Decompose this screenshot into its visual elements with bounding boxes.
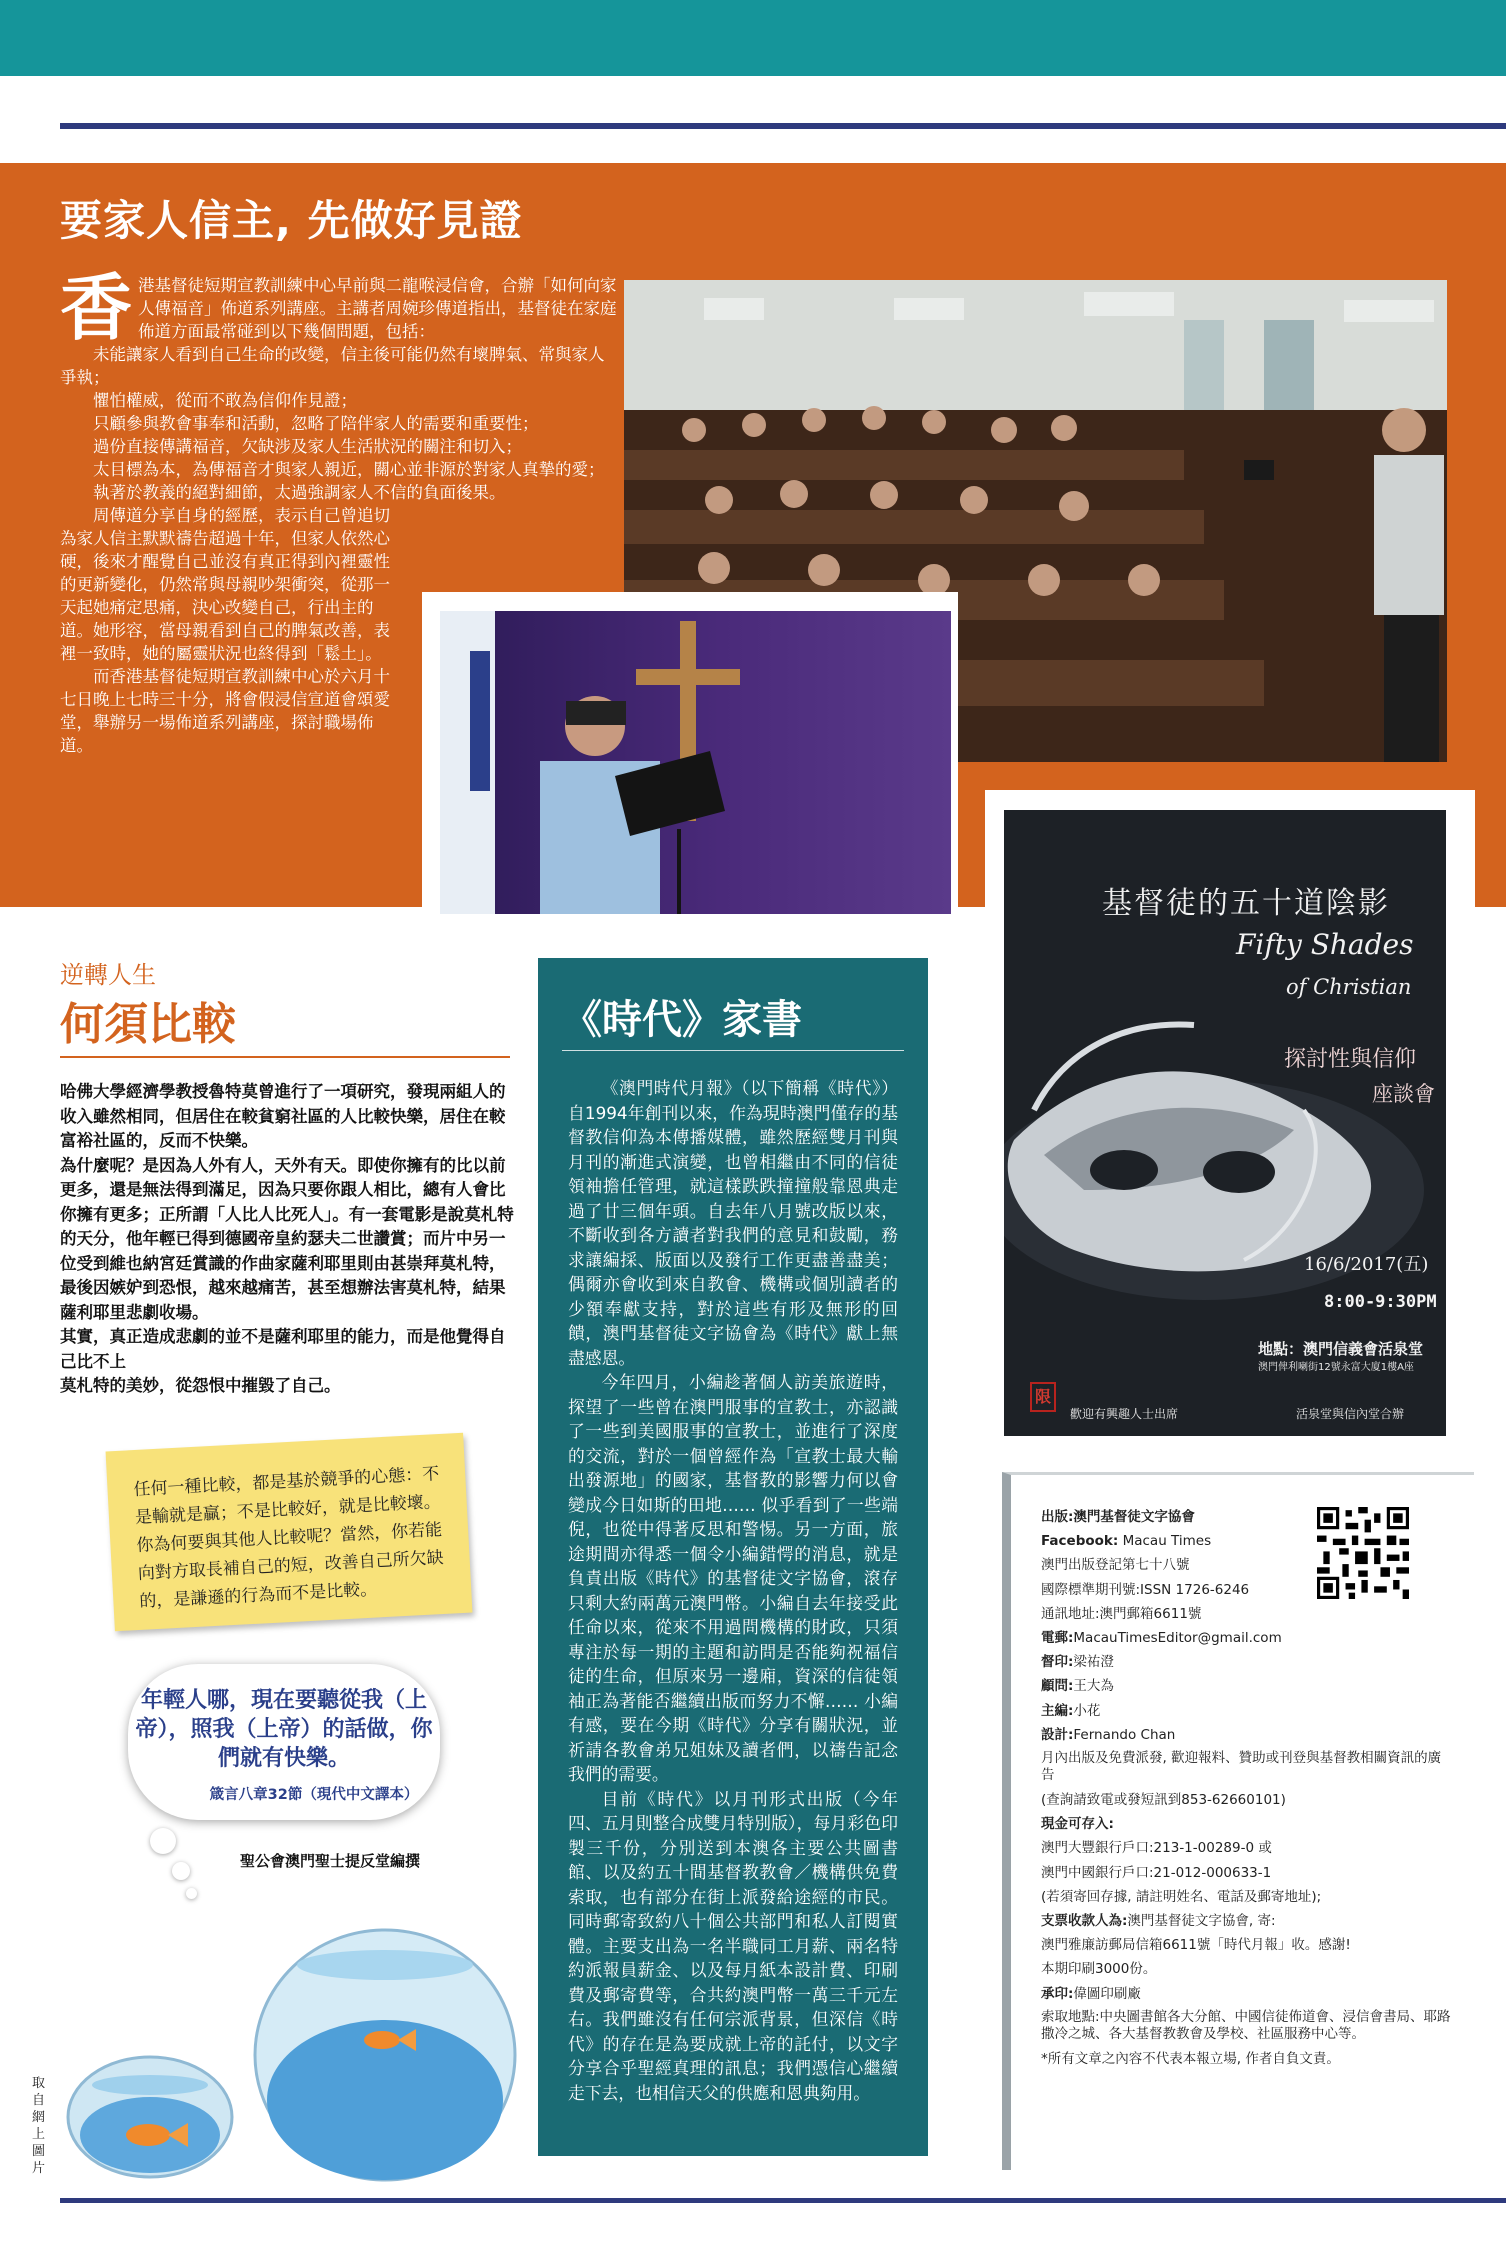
times-letter-box (538, 958, 928, 2156)
thought-puff (150, 1828, 176, 1854)
poster-subtitle-2: 座談會 (1372, 1082, 1435, 1106)
section-rule (60, 1056, 510, 1058)
compare-paragraph: 哈佛大學經濟學教授魯特莫曾進行了一項研究，發現兩組人的收入雖然相同，但居住在較貧窮社區的人比較快樂，居住在較富裕社區的，反而不快樂。 (60, 1082, 506, 1150)
poster-address: 澳門俾利喇街12號永富大廈1樓A座 (1258, 1362, 1414, 1373)
section-title: 何須比較 (60, 999, 236, 1050)
poster-title-en-sub: of Christian (1286, 975, 1412, 999)
poster-date: 16/6/2017(五) (1304, 1254, 1429, 1275)
speaker-illustration (440, 611, 951, 914)
feature-point: 只顧參與教會事奉和活動，忽略了陪伴家人的需要和重要性； (93, 414, 539, 433)
thought-puff (172, 1862, 190, 1880)
colophon-editor: 主編:小花 (1041, 1702, 1101, 1719)
poster-time: 8:00-9:30PM (1324, 1292, 1437, 1312)
poster-stamp: 限 (1030, 1382, 1056, 1412)
colophon-design: 設計:Fernando Chan (1041, 1726, 1176, 1743)
bible-quote: 年輕人哪，現在要聽從我（上帝），照我（上帝）的話做，你們就有快樂。 (135, 1688, 433, 1771)
poster-subtitle: 探討性與信仰 (1284, 1047, 1417, 1072)
feature-event: 而香港基督徒短期宣教訓練中心於六月十七日晚上七時三十分，將會假浸信宣道會頌愛堂，舉辦另一場佈道系列講座，探討職場佈道。 (60, 667, 390, 755)
times-paragraph: 今年四月，小編趁著個人訪美旅遊時，探望了一些曾在澳門服事的宣教士，亦認識了一些到美國服事的宣教士，並進行了深度的交流，對於一個曾經作為「宣教士最大輸出發源地」的國家，基督教的影響力何以會變成今日如斯的田地…… 似乎看到了一些端倪，也從中得著反思和警惕。另一方面，旅途期間亦得悉一個令小編錯愕的消息，就是負責出版《時代》的基督徒文字協會，滾存只剩大約兩萬元澳門幣。小編自去年接受此任命以來，從來不用過問機構的財政，只須專注於每一期的主題和訪問是否能夠祝福信徒的生命，但原來另一邊廂，資深的信徒領袖正為著能否繼續出版而努力不懈…… 小編有感，要在今期《時代》分享有關狀況，並祈請各教會弟兄姐妹及讀者們，以禱告記念我們的需要。 (568, 1372, 898, 1784)
section-kicker: 逆轉人生 (60, 961, 156, 989)
compiled-by: 聖公會澳門聖士提反堂編撰 (240, 1852, 421, 1870)
poster-title-en: Fifty Shades (1236, 928, 1414, 961)
colophon-supervisor: 督印:梁祐澄 (1041, 1654, 1114, 1671)
poster-host: 活泉堂與信內堂合辦 (1296, 1407, 1405, 1421)
colophon-enquiry: (查詢請致電或發短訊到853-62660101) (1041, 1792, 1286, 1809)
times-rule (562, 1050, 904, 1051)
colophon-cash-label: 現金可存入: (1041, 1816, 1114, 1833)
colophon-issn: 國際標準期刊號:ISSN 1726-6246 (1041, 1581, 1250, 1598)
poster-welcome: 歡迎有興趣人士出席 (1070, 1407, 1179, 1421)
goldfish-bowls-image (60, 1885, 520, 2185)
poster-venue: 地點：澳門信義會活泉堂 (1258, 1340, 1424, 1358)
colophon-cheque-address: 澳門雅廉訪郵局信箱6611號「時代月報」收。感謝! (1041, 1937, 1351, 1954)
compare-paragraph: 為什麼呢？是因為人外有人，天外有天。即使你擁有的比以前更多，還是無法得到滿足，因為只要你跟人相比，總有人會比你擁有更多；正所謂「人比人比死人」。有一套電影是說莫札特的天分，他年輕已得到德國帝皇約瑟夫二世讚賞；而片中另一位受到維也納宮廷賞識的作曲家薩利耶里則由甚崇拜莫札特，最後因嫉妒到恐恨，越來越痛苦，甚至想辦法害莫札特，結果薩利耶里悲劇收場。 (60, 1155, 514, 1322)
compare-paragraph: 莫札特的美妙，從怨恨中摧毀了自己。 (60, 1376, 341, 1395)
colophon-email: 電郵:MacauTimesEditor@gmail.com (1041, 1630, 1282, 1647)
colophon-print-run: 本期印刷3000份。 (1041, 1961, 1157, 1978)
feature-point: 過份直接傳講福音，欠缺涉及家人生活狀況的關注和切入； (93, 437, 522, 456)
feature-point: 執著於教義的絕對細節，太過強調家人不信的負面後果。 (93, 483, 506, 502)
colophon-facebook: Facebook: Macau Times (1041, 1533, 1212, 1550)
colophon-publisher: 出版:澳門基督徒文字協會 (1041, 1509, 1195, 1525)
colophon-bank: 澳門中國銀行戶口:21-012-000633-1 (1041, 1864, 1272, 1881)
dropcap: 香 (60, 266, 133, 350)
feature-intro: 香港基督徒短期宣教訓練中心早前與二龍喉浸信會，合辦「如何向家人傳福音」佈道系列講座。主講者周婉珍傳道指出，基督徒在家庭佈道方面最常碰到以下幾個問題，包括： (60, 266, 617, 350)
colophon-distribution: 月內出版及免費派發, 歡迎報料、贊助或刊登與基督教相關資訊的廣告 (1041, 1750, 1442, 1784)
feature-point: 未能讓家人看到自己生命的改變，信主後可能仍然有壞脾氣、常與家人爭執； (60, 345, 605, 387)
event-poster (1004, 810, 1446, 1436)
feature-title: 要家人信主, 先做好見證 (60, 196, 523, 245)
feature-point: 懼怕權威，從而不敢為信仰作見證； (93, 391, 357, 410)
bible-reference: 箴言八章32節（現代中文譯本） (209, 1787, 419, 1803)
colophon-advisor: 顧問:王大為 (1041, 1678, 1114, 1695)
top-rule (60, 123, 1506, 129)
colophon-cheque: 支票收款人為:澳門基督徒文字協會, 寄: (1041, 1913, 1276, 1930)
times-paragraph: 目前《時代》以月刊形式出版（今年四、五月則整合成雙月特別版），每月彩色印製三千份，分別送到本澳各主要公共圖書館、以及約五十間基督教教會／機構供免費索取，也有部分在街上派發給途經的市民。同時郵寄致約八十個公共部門和私人訂閱實體。主要支出為一名半職同工月薪、兩名特約派報員薪金、以及每月紙本設計費、印刷費及郵寄費等，合共約澳門幣一萬三千元左右。我們雖沒有任何宗派背景，但深信《時代》的存在是為要成就上帝的託付，以文字分享合乎聖經真理的訊息；我們憑信心繼續走下去，也相信天父的供應和恩典夠用。 (568, 1788, 898, 2103)
compare-body (60, 1080, 515, 1399)
colophon-bank-note: (若須寄回存據, 請註明姓名、電話及郵寄地址); (1041, 1888, 1322, 1905)
colophon-registration: 澳門出版登記第七十八號 (1041, 1557, 1190, 1574)
colophon-disclaimer: *所有文章之內容不代表本報立場, 作者自負文責。 (1041, 2050, 1340, 2067)
colophon-box (1002, 1472, 1474, 2170)
speaker-photo (422, 592, 958, 914)
bottom-rule (60, 2198, 1506, 2203)
compare-paragraph: 其實，真正造成悲劇的並不是薩利耶里的能力，而是他覺得自己比不上 (60, 1327, 506, 1371)
feature-story: 周傳道分享自身的經歷，表示自己曾追切為家人信主默默禱告超過十年，但家人依然心硬，後來才醒覺自己並沒有真正得到內裡靈性的更新變化，仍然常與母親吵架衝突，從那一天起她痛定思痛，決心改變自己，行出主的道。她形容，當母親看到自己的脾氣改善，表裡一致時，她的屬靈狀況也終得到「鬆土」。 (60, 506, 390, 663)
feature-point: 太目標為本，為傳福音才與家人親近，關心並非源於對家人真摯的愛； (93, 460, 605, 479)
times-paragraph: 《澳門時代月報》（以下簡稱《時代》）自1994年創刊以來，作為現時澳門僅存的基督教信仰為本傳播媒體，雖然歷經雙月刊與月刊的漸進式演變，也曾相繼由不同的信徒領袖擔任管理，就這樣跌跌撞撞般靠恩典走過了廿三個年頭。自去年八月號改版以來，不斷收到各方讀者對我們的意見和鼓勵，務求讓編採、版面以及發行工作更盡善盡美；偶爾亦會收到來自教會、機構或個別讀者的少額奉獻支持，對於這些有形及無形的回饋，澳門基督徒文字協會為《時代》獻上無盡感恩。 (568, 1078, 898, 1368)
colophon-details (1041, 1505, 1451, 2071)
colophon-printer: 承印:偉圖印刷廠 (1041, 1985, 1141, 2002)
poster-title-zh: 基督徒的五十道陰影 (1102, 886, 1390, 921)
colophon-address: 通訊地址:澳門郵箱6611號 (1041, 1605, 1202, 1622)
top-color-band (0, 0, 1506, 76)
colophon-pickup: 索取地點:中央圖書館各大分館、中國信徒佈道會、浸信會書局、耶路撒冷之城、各大基督教教會及學校、社區服務中心等。 (1041, 2008, 1451, 2042)
image-credit: 取自網上圖片 (32, 2076, 46, 2176)
sticky-note: 任何一種比較，都是基於競爭的心態：不是輸就是贏；不是比較好，就是比較壞。你為何要與其他人比較呢？當然，你若能向對方取長補自己的短，改善自己所欠缺的，是謙遜的行為而不是比較。 (106, 1433, 473, 1631)
times-body (568, 1076, 898, 2105)
times-title: 《時代》家書 (562, 997, 802, 1043)
quote-bubble (128, 1664, 440, 1820)
colophon-bank: 澳門大豐銀行戶口:213-1-00289-0 或 (1041, 1840, 1272, 1857)
